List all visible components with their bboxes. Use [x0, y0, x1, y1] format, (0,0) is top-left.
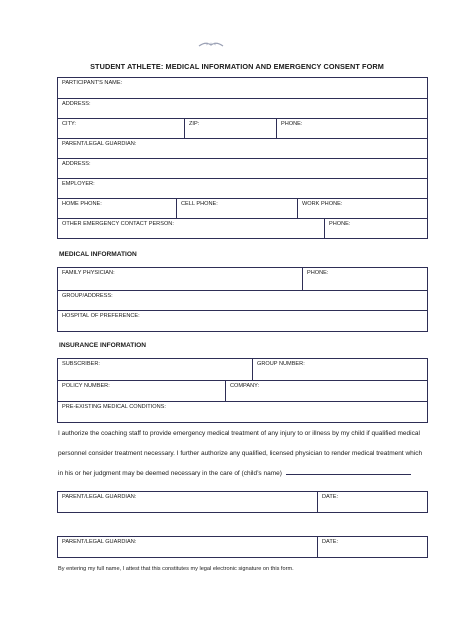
phone-label: PHONE:	[281, 121, 303, 127]
subscriber-label: SUBSCRIBER:	[62, 361, 100, 367]
zip-label: ZIP:	[189, 121, 200, 127]
signature-date-label-1: DATE:	[322, 494, 339, 500]
company-label: COMPANY:	[230, 383, 260, 389]
home-phone-field[interactable]	[58, 199, 176, 218]
hospital-field[interactable]	[58, 311, 427, 331]
subscriber-field[interactable]	[58, 359, 252, 380]
emergency-phone-field[interactable]	[324, 219, 427, 238]
insurance-heading: INSURANCE INFORMATION	[59, 342, 147, 349]
participant-name-field[interactable]	[58, 78, 427, 98]
preexisting-conditions-field[interactable]	[58, 402, 427, 422]
consent-line-3-text: in his or her judgment may be deemed necessary in the care of (child’s name)	[58, 470, 282, 477]
signature-box-2	[57, 536, 428, 558]
work-phone-label: WORK PHONE:	[302, 201, 343, 207]
address-field[interactable]	[58, 99, 427, 118]
policy-number-field[interactable]	[58, 381, 225, 401]
participant-info-box	[57, 77, 428, 239]
employer-label: EMPLOYER:	[62, 181, 95, 187]
group-number-field[interactable]	[252, 359, 427, 380]
guardian-signature-field-1[interactable]	[58, 492, 317, 512]
medical-heading: MEDICAL INFORMATION	[59, 251, 137, 258]
emergency-phone-label: PHONE:	[329, 221, 351, 227]
emergency-contact-label: OTHER EMERGENCY CONTACT PERSON:	[62, 221, 174, 227]
insurance-info-box	[57, 358, 428, 423]
cell-phone-label: CELL PHONE:	[181, 201, 218, 207]
guardian-field[interactable]	[58, 139, 427, 158]
signature-date-field-2[interactable]	[317, 537, 427, 557]
zip-field[interactable]	[184, 119, 276, 138]
physician-field[interactable]	[58, 268, 302, 290]
guardian-signature-label-2: PARENT/LEGAL GUARDIAN:	[62, 539, 137, 545]
city-field[interactable]	[58, 119, 184, 138]
medical-info-box	[57, 267, 428, 332]
group-address-label: GROUP/ADDRESS:	[62, 293, 113, 299]
employer-field[interactable]	[58, 179, 427, 198]
address-label: ADDRESS:	[62, 101, 91, 107]
policy-number-label: POLICY NUMBER:	[62, 383, 110, 389]
signature-box-1	[57, 491, 428, 513]
guardian-label: PARENT/LEGAL GUARDIAN:	[62, 141, 137, 147]
logo-mark	[196, 40, 226, 48]
participant-name-label: PARTICIPANT'S NAME:	[62, 80, 123, 86]
home-phone-label: HOME PHONE:	[62, 201, 102, 207]
preexisting-conditions-label: PRE-EXISTING MEDICAL CONDITIONS:	[62, 404, 166, 410]
physician-phone-field[interactable]	[302, 268, 427, 290]
physician-phone-label: PHONE:	[307, 270, 329, 276]
city-label: CITY:	[62, 121, 76, 127]
guardian-address-field[interactable]	[58, 159, 427, 178]
work-phone-field[interactable]	[297, 199, 427, 218]
consent-paragraph	[58, 424, 438, 484]
guardian-signature-field-2[interactable]	[58, 537, 317, 557]
physician-label: FAMILY PHYSICIAN:	[62, 270, 115, 276]
signature-date-field-1[interactable]	[317, 492, 427, 512]
consent-line-3	[58, 464, 438, 484]
phone-field[interactable]	[276, 119, 427, 138]
guardian-signature-label-1: PARENT/LEGAL GUARDIAN:	[62, 494, 137, 500]
form-title: STUDENT ATHLETE: MEDICAL INFORMATION AND EMERGENCY CONSENT FORM	[90, 62, 384, 71]
child-name-input-line[interactable]	[286, 467, 411, 475]
guardian-address-label: ADDRESS:	[62, 161, 91, 167]
group-address-field[interactable]	[58, 291, 427, 310]
signature-attestation-note: By entering my full name, I attest that this constitutes my legal electronic signature on this form.	[58, 566, 294, 572]
signature-date-label-2: DATE:	[322, 539, 339, 545]
hospital-label: HOSPITAL OF PREFERENCE:	[62, 313, 140, 319]
group-number-label: GROUP NUMBER:	[257, 361, 305, 367]
consent-line-2: personnel consider treatment necessary. I further authorize any qualified, licensed physician to render medical treatment which	[58, 450, 423, 457]
company-field[interactable]	[225, 381, 427, 401]
emergency-contact-field[interactable]	[58, 219, 324, 238]
cell-phone-field[interactable]	[176, 199, 297, 218]
consent-line-1: I authorize the coaching staff to provide emergency medical treatment of any injury to or illness by my child if qualified medical	[58, 430, 420, 437]
